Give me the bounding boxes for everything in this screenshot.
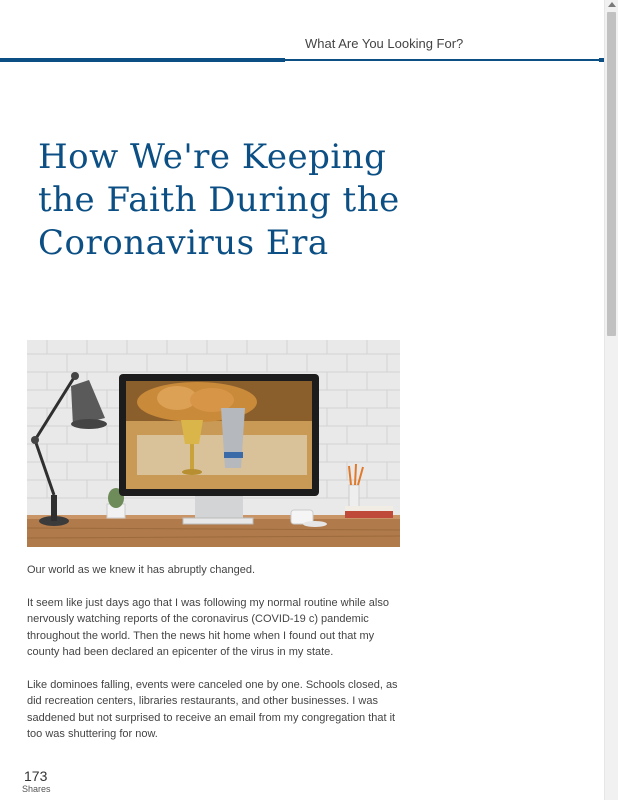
search-input[interactable]: What Are You Looking For? — [305, 36, 464, 51]
scroll-up-icon[interactable] — [608, 2, 616, 7]
article-paragraph: Like dominoes falling, events were canceled one by one. Schools closed, as did recreation centers, libraries restaurants, and other businesses. I was saddened but not surprised to receive an email from my congregation that it too was shuttering for now. — [27, 678, 398, 740]
share-label: Shares — [22, 784, 51, 794]
scrollbar-thumb[interactable] — [607, 12, 616, 336]
header-accent-bar — [0, 58, 285, 62]
article-hero-image — [27, 340, 400, 547]
share-bar — [0, 762, 604, 800]
share-count: 173 — [24, 768, 48, 784]
search-underline — [285, 59, 604, 61]
article-paragraph: It seem like just days ago that I was following my normal routine while also nervously watching reports of the coronavirus (COVID-19 c) pandemic throughout the world. Then the news hit home when I found out that my county had been declared an epicenter of the virus in my state. — [27, 596, 389, 658]
page-scrollbar[interactable] — [604, 0, 618, 800]
article-title: How We're Keeping the Faith During the Coronavirus Era — [38, 137, 400, 263]
article-paragraph: Our world as we knew it has abruptly changed. — [27, 564, 256, 576]
site-header — [0, 0, 604, 62]
article-body — [27, 562, 402, 787]
